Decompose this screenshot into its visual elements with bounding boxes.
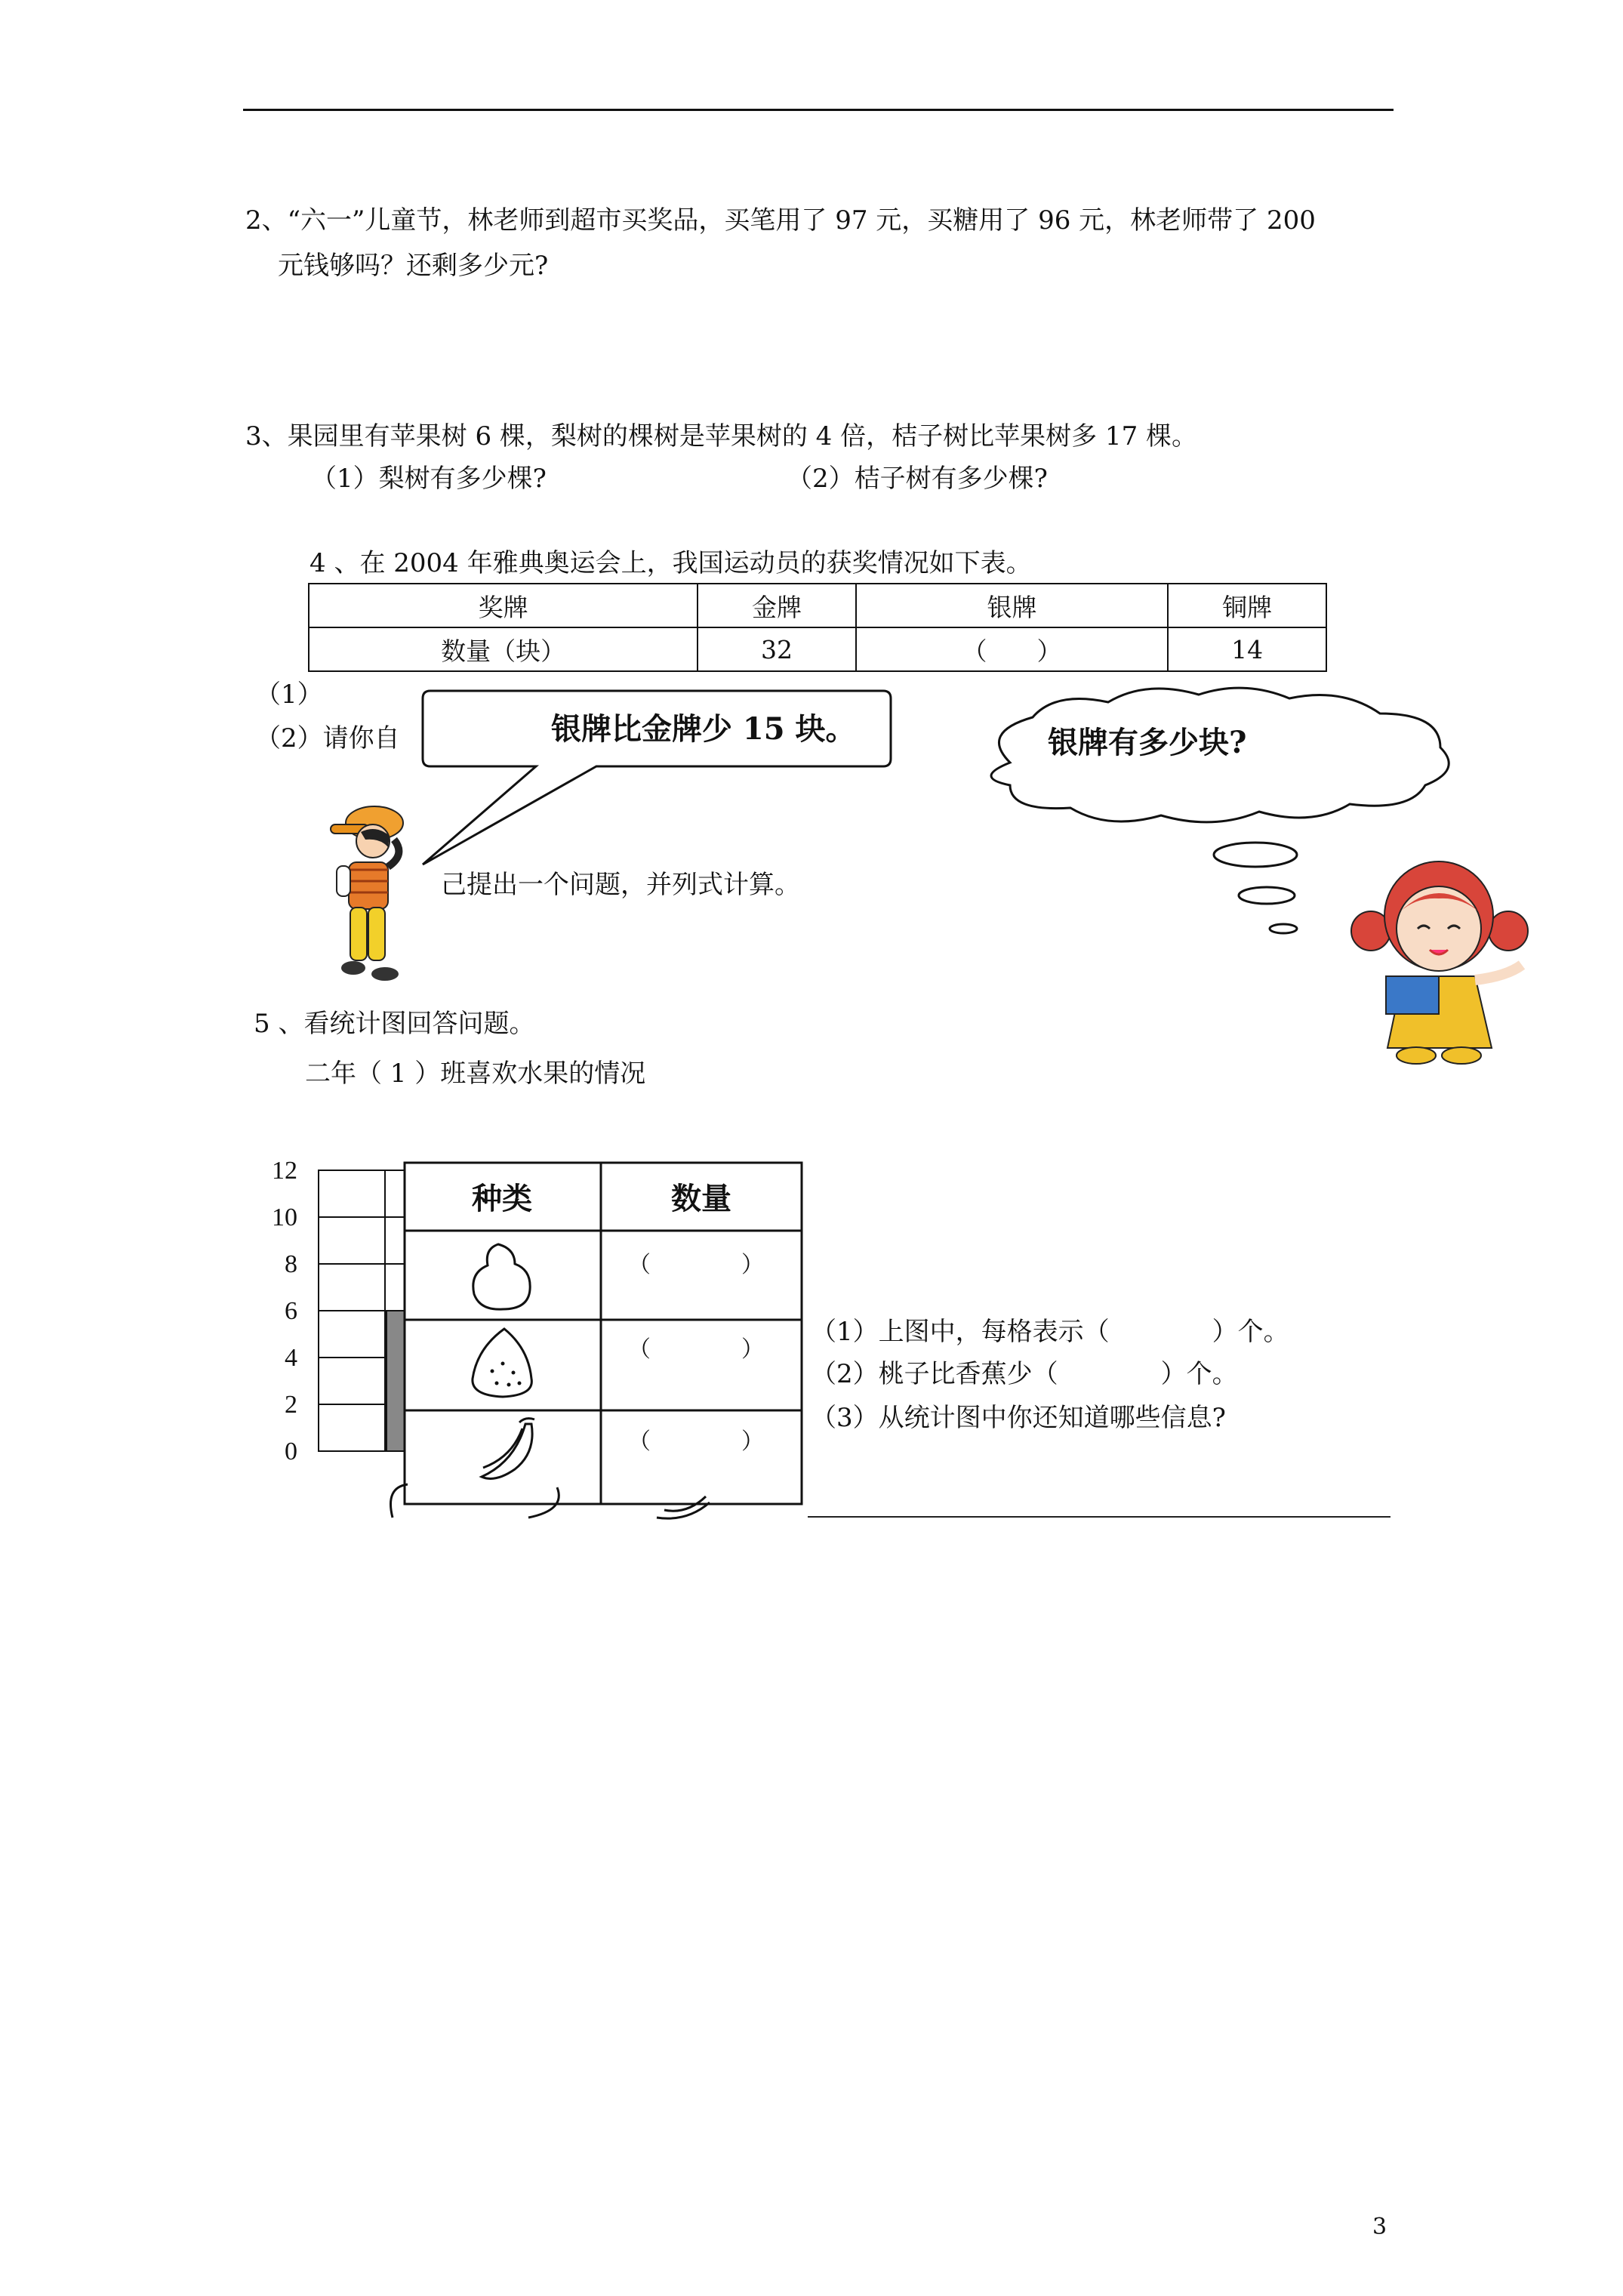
page-number: 3	[1372, 2214, 1387, 2240]
q2-line2: 元钱够吗？还剩多少元?	[278, 251, 549, 281]
medal-table	[308, 583, 1327, 672]
q3-line1: 3、果园里有苹果树 6 棵，梨树的棵树是苹果树的 4 倍，桔子树比苹果树多 17 棵。	[245, 421, 1198, 451]
table-header-cell: 奖牌	[309, 584, 698, 627]
thought-text: 银牌有多少块?	[1048, 725, 1247, 760]
q3-sub2: （2）桔子树有多少棵?	[787, 464, 1048, 494]
answer-line	[808, 1516, 1390, 1518]
table-header-count: 数量	[671, 1182, 731, 1216]
speech-text: 银牌比金牌少 15 块。	[551, 711, 856, 747]
blank-peach: （ ）	[628, 1336, 764, 1363]
q4-title: 4 、在 2004 年雅典奥运会上，我国运动员的获奖情况如下表。	[310, 548, 1032, 578]
table-header-cell: 银牌	[856, 584, 1168, 627]
table-row	[309, 584, 1326, 627]
chart-title: 二年（ 1 ）班喜欢水果的情况	[305, 1059, 646, 1089]
y-tick-label: 6	[285, 1297, 297, 1325]
table-header-cell: 铜牌	[1168, 584, 1326, 627]
blank-pear: （ ）	[628, 1252, 764, 1278]
table-header-kind: 种类	[472, 1182, 532, 1216]
table-cell: 数量（块）	[309, 627, 698, 671]
boy-illustration	[316, 794, 429, 991]
q4-sub1: （1）	[255, 680, 323, 710]
fruit-sketch-strip	[385, 1480, 725, 1525]
table-row	[309, 627, 1326, 671]
q4-sub2: （2）请你自	[255, 723, 400, 754]
q5-sub1: （1）上图中，每格表示（ ）个。	[811, 1317, 1289, 1347]
blank-banana: （ ）	[628, 1428, 764, 1455]
table-cell: 32	[698, 627, 856, 671]
header-rule	[243, 109, 1394, 111]
y-tick-label: 8	[285, 1250, 297, 1278]
table-cell: （ ）	[856, 627, 1168, 671]
y-tick-label: 2	[285, 1391, 297, 1419]
y-tick-label: 12	[272, 1157, 297, 1185]
y-tick-label: 4	[285, 1344, 297, 1372]
table-header-cell: 金牌	[698, 584, 856, 627]
q4-sub2-cont: 己提出一个问题，并列式计算。	[441, 870, 800, 900]
q5-sub2: （2）桃子比香蕉少（ ）个。	[811, 1359, 1238, 1389]
q2-line1: 2、“六一”儿童节，林老师到超市买奖品，买笔用了 97 元，买糖用了 96 元，林老师带了 200	[245, 205, 1316, 236]
girl-illustration	[1341, 844, 1537, 1071]
q3-sub1: （1）梨树有多少棵?	[311, 464, 547, 494]
q5-title: 5 、看统计图回答问题。	[254, 1009, 535, 1039]
table-cell: 14	[1168, 627, 1326, 671]
bar-chart-grid	[317, 1169, 408, 1456]
y-tick-label: 0	[285, 1438, 297, 1465]
y-tick-label: 10	[272, 1203, 297, 1231]
q5-sub3: （3）从统计图中你还知道哪些信息?	[811, 1403, 1226, 1433]
